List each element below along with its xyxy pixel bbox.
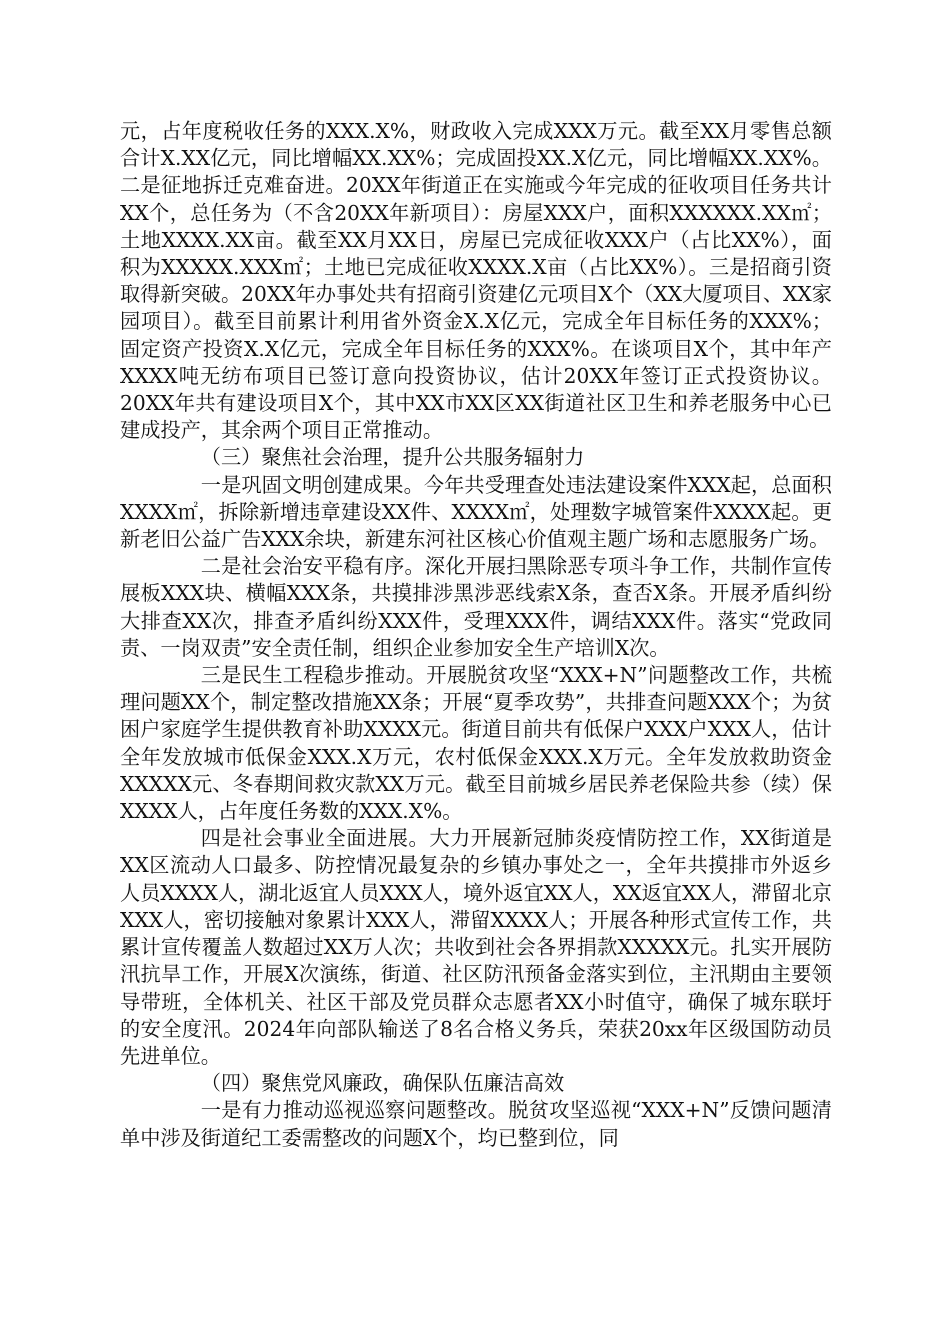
paragraph-livelihood: 三是民生工程稳步推动。开展脱贫攻坚“XXX+N”问题整改工作，共梳理问题XX个，制定整改措施XX条；开展“夏季攻势”，共排查问题XXX个；为贫困户家庭学生提供教育补助XXXX元。街道目前共有低保户XXX户XXX人，估计全年发放城市低保金XXX.X万元，农村低保金XXX.X万元。全年发放救助资金XXXXX元、冬春期间救灾款XX万元。截至目前城乡居民养老保险共参（续）保XXXX人，占年度任务数的XXX.X%。 bbox=[120, 663, 832, 824]
paragraph-civilization: 一是巩固文明创建成果。今年共受理查处违法建设案件XXX起，总面积XXXX㎡，拆除新增违章建设XX件、XXXX㎡，处理数字城管案件XXXX起。更新老旧公益广告XXX余块，新建东河社区核心价值观主题广场和志愿服务广场。 bbox=[120, 472, 832, 552]
section-heading-social-governance: （三）聚焦社会治理，提升公共服务辐射力 bbox=[200, 445, 585, 470]
paragraph-inspection-rectification: 一是有力推动巡视巡察问题整改。脱贫攻坚巡视“XXX+N”反馈问题清单中涉及街道纪工委需整改的问题X个，均已整到位，同 bbox=[120, 1098, 832, 1150]
paragraph-social-affairs: 四是社会事业全面进展。大力开展新冠肺炎疫情防控工作，XX街道是XX区流动人口最多、防控情况最复杂的乡镇办事处之一，全年共摸排市外返乡人员XXXX人，湖北返宜人员XXX人，境外返宜XX人，XX返宜XX人，滞留北京XXX人，密切接触对象累计XXX人，滞留XXXX人；开展各种形式宣传工作，共累计宣传覆盖人数超过XX万人次；共收到社会各界捐款XXXXX元。扎实开展防汛抗旱工作，开展X次演练，街道、社区防汛预备金落实到位，主汛期由主要领导带班，全体机关、社区干部及党员群众志愿者XX小时值守，确保了城东联圩的安全度汛。2024年向部队输送了8名合格义务兵，荣获20xx年区级国防动员先进单位。 bbox=[120, 826, 832, 1068]
section-heading-party-conduct: （四）聚焦党风廉政，确保队伍廉洁高效 bbox=[200, 1071, 565, 1096]
paragraph-economy-continued: 元，占年度税收任务的XXX.X%，财政收入完成XXX万元。截至XX月零售总额合计X.XX亿元，同比增幅XX.XX%；完成固投XX.X亿元，同比增幅XX.XX%。二是征地拆迁克难奋进。20XX年街道正在实施或今年完成的征收项目任务共计XX个，总任务为（不含20XX年新项目）：房屋XXX户，面积XXXXXX.XX㎡；土地XXXX.XX亩。截至XX月XX日，房屋已完成征收XXX户（占比XX%），面积为XXXXX.XXX㎡；土地已完成征收XXXX.X亩（占比XX%）。三是招商引资取得新突破。20XX年办事处共有招商引资建亿元项目X个（XX大厦项目、XX家园项目）。截至目前累计利用省外资金X.X亿元，完成全年目标任务的XXX%；固定资产投资X.X亿元，完成全年目标任务的XXX%。在谈项目X个，其中年产XXXX吨无纺布项目已签订意向投资协议，估计20XX年签订正式投资协议。20XX年共有建设项目X个，其中XX市XX区XX街道社区卫生和养老服务中心已建成投产，其余两个项目正常推动。 bbox=[120, 119, 832, 443]
document-body bbox=[120, 118, 832, 1152]
paragraph-public-security: 二是社会治安平稳有序。深化开展扫黑除恶专项斗争工作，共制作宣传展板XXX块、横幅XXX条，共摸排涉黑涉恶线索X条，查否X条。开展矛盾纠纷大排查XX次，排查矛盾纠纷XXX件，受理XXX件，调结XXX件。落实“党政同责、一岗双责”安全责任制，组织企业参加安全生产培训X次。 bbox=[120, 554, 832, 660]
